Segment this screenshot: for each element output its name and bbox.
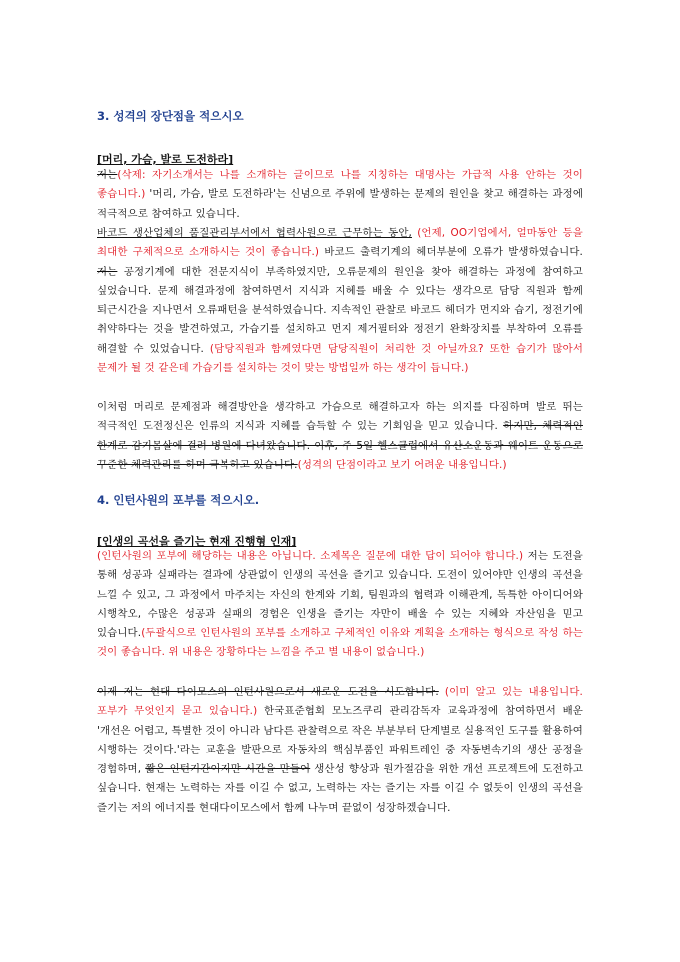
text-run-strike: 저는 <box>97 169 118 181</box>
text-run-red: (삭제: 자기소개서는 나를 소개하는 글이므로 나를 지칭하는 대명사는 가급적 사용 안하는 것이 좋습니다.) <box>97 169 583 201</box>
section3-subheading: [머리, 가슴, 발로 도전하라] <box>97 153 234 166</box>
section4-heading: 4. 인턴사원의 포부를 적으시오. <box>97 493 260 507</box>
text-run-strike: 이제 저는 현대 다이모스의 인턴사원으로서 새로운 도전을 시도합니다. <box>97 686 439 698</box>
text-run-red: (언제, OO기업에서, 얼마동안 등을 최대한 구체적으로 소개하시는 것이 좋습니다.) <box>97 227 583 259</box>
section3-heading: 3. 성격의 장단점을 적으시오 <box>97 109 244 123</box>
text-run-normal: 이처럼 머리로 문제점과 해결방안을 생각하고 가슴으로 해결하고자 하는 의지를 다짐하며 발로 뛰는 적극적인 도전정신은 인류의 지식과 지혜를 습득할 수 있는 기회임을 믿고 있습니다. <box>97 401 583 433</box>
text-run-red: (성격의 단점이라고 보기 어려운 내용입니다.) <box>297 458 507 471</box>
section4-paragraph-1 <box>97 547 583 663</box>
text-run-strike: 짧은 인턴기간이지만 시간을 만들어 <box>145 763 311 776</box>
text-run-red: (이미 알고 있는 내용입니다. 포부가 무엇인지 묻고 있습니다.) <box>97 686 584 718</box>
text-run-normal: 바코드 출력기계의 헤더부분에 오류가 발생하였습니다. <box>319 246 583 259</box>
section4-paragraph-2 <box>97 683 583 818</box>
section3-paragraph-3 <box>97 398 583 475</box>
text-run-strike: 하지만, 체력적인 한계로 감기몸살에 걸려 병원에 다녀왔습니다. 이후, 주 5일 헬스클럽에서 유산소운동과 웨이트 운동으로 꾸준한 체력관리를 하며 극복하고 있습니다. <box>97 420 583 471</box>
text-run-red: (인턴사원의 포부에 해당하는 내용은 아닙니다. 소제목은 질문에 대한 답이 되어야 합니다.) <box>97 550 524 562</box>
text-run-normal: '머리, 가슴, 발로 도전하라'는 신념으로 주위에 발생하는 문제의 원인을 찾고 해결하는 과정에 적극적으로 참여하고 있습니다. <box>97 188 583 220</box>
text-run-red: (두괄식으로 인턴사원의 포부를 소개하고 구체적인 이유와 계획을 소개하는 형식으로 작성 하는 것이 좋습니다. 위 내용은 장황하다는 느낌을 주고 별 내용이 없습니다.) <box>97 627 583 659</box>
text-run-strike: 저는 <box>97 265 118 278</box>
text-run-normal: 생산성 향상과 원가절감을 위한 개선 프로젝트에 도전하고 싶습니다. 현재는 노력하는 자를 이길 수 없고, 노력하는 자는 즐기는 자를 이길 수 없듯이 인생의 곡선을 즐기는 저의 에너지를 현대다이모스에서 함께 나누며 끝없이 성장하겠습니다. <box>97 763 584 814</box>
text-run-red: (담당직원과 함께였다면 담당직원이 처리한 것 아닐까요? 또한 습기가 많아서 문제가 될 것 같은데 가습기를 설치하는 것이 맞는 방법일까 하는 생각이 듭니다.) <box>97 342 584 375</box>
text-run-normal: 한국표준협회 모노즈쿠리 관리감독자 교육과정에 참여하면서 배운 '개선은 어렵고, 특별한 것이 아니라 남다른 관찰력으로 작은 부분부터 단계별로 실용적인 도구를 활용하여 시행하는 것이다.'라는 교훈을 발판으로 자동차의 핵심부품인 파워트레인 중 자동변속기의 생산 공정을 경험하며, <box>97 705 583 776</box>
section3-paragraph-2 <box>97 224 583 378</box>
text-run-normal: 공정기계에 대한 전문지식이 부족하였지만, 오류문제의 원인을 찾아 해결하는 과정에 참여하고 싶었습니다. 문제 해결과정에 참여하면서 지식과 지혜를 배울 수 있다는 생각으로 담당 직원과 함께 퇴근시간을 지나면서 오류패턴을 분석하였습니다. 지속적인 관찰로 바코드 헤더가 먼지와 습기, 정전기에 취약하다는 것을 발견하였고, 가습기를 설치하고 먼지 제거필터와 정전기 완화장치를 부착하여 오류를 해결할 수 있었습니다. <box>97 265 583 355</box>
text-run-uline: 바코드 생산업체의 품질관리부서에서 협력사원으로 근무하는 동안, <box>97 227 412 239</box>
section3-paragraph-1 <box>97 166 583 224</box>
text-run-normal: 저는 도전을 통해 성공과 실패라는 결과에 상관없이 인생의 곡선을 즐기고 있습니다. 도전이 있어야만 인생의 곡선을 느낄 수 있고, 그 과정에서 마주치는 자신의 한계와 기회, 팀원과의 협력과 이해관계, 독특한 아이디어와 시행착오, 수많은 성공과 실패의 경험은 인생을 즐기는 자만이 배울 수 있는 지혜와 자산임을 믿고 있습니다. <box>97 550 583 640</box>
section4-subheading: [인생의 곡선을 즐기는 현재 진행형 인재] <box>97 535 297 548</box>
